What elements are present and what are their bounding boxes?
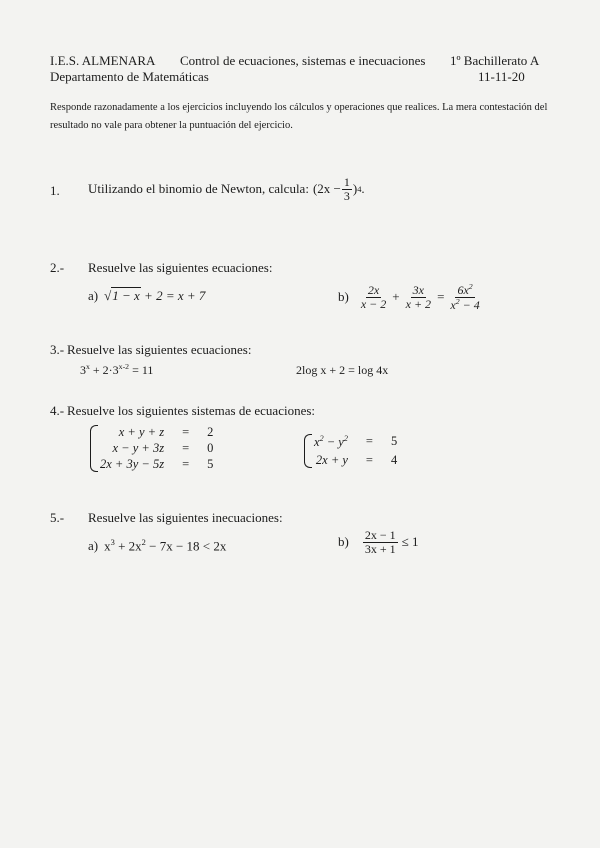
q3-a-mid: + 2·3 — [89, 363, 119, 377]
brace-icon — [90, 425, 98, 472]
q1-fraction — [342, 176, 352, 202]
q2-b-f3-num-exp: 2 — [468, 282, 473, 291]
q5-b-fraction — [363, 529, 398, 555]
q5-text: Resuelve las siguientes inecuaciones: — [88, 510, 283, 525]
q1-fraction-numerator: 1 — [343, 175, 350, 189]
sys2-row2-lhs: 2x + y — [315, 453, 348, 468]
q5-a-e2: 2 — [141, 537, 146, 547]
sys2-row1-mid: − y — [323, 435, 344, 450]
q5-a-p1: x — [104, 538, 111, 554]
sys2-row2-eq: = — [365, 453, 373, 468]
instructions-line-1: Responde razonadamente a los ejercicios incluyendo los cálculos y operaciones que realices. La mera contestación del — [50, 102, 548, 113]
q3-part-b: 2log x + 2 = log 4x — [296, 363, 389, 377]
q3-part-a — [80, 362, 153, 378]
q5-a-label: a) — [88, 537, 99, 553]
school-name: I.E.S. ALMENARA — [50, 53, 156, 68]
q3-number: 3.- — [50, 342, 65, 357]
q2-b-f1-denominator: x − 2 — [360, 296, 387, 311]
q2-b-f3-den-base: x — [450, 297, 456, 312]
q1-expr-end: ) — [352, 181, 358, 197]
q1-statement — [88, 176, 365, 202]
q4-number: 4.- — [50, 403, 65, 418]
q1-period: . — [361, 181, 365, 197]
q2-text: Resuelve las siguientes ecuaciones: — [88, 260, 273, 275]
q2-b-equals: = — [437, 289, 445, 305]
q5-b-label: b) — [338, 534, 349, 550]
q5-a-p3: − 7x − 18 < 2x — [145, 538, 227, 554]
q2-b-fraction-3 — [448, 283, 481, 311]
q5-a-e1: 3 — [110, 537, 115, 547]
q4-text: Resuelve los siguientes sistemas de ecuaciones: — [67, 403, 316, 418]
sys1-row3-eq: = — [182, 457, 190, 471]
q5-a-p2: + 2x — [114, 538, 142, 554]
q5-part-b — [338, 529, 419, 555]
q3-text: Resuelve las siguientes ecuaciones: — [67, 342, 252, 357]
sys1-row1-lhs: x + y + z — [118, 425, 165, 439]
sys2-row2-rhs: 4 — [390, 453, 398, 468]
q2-b-f3-denominator — [448, 298, 481, 312]
q2-part-a — [88, 288, 205, 304]
exam-title: Control de ecuaciones, sistemas e inecuaciones — [180, 53, 426, 68]
sys1-row3-lhs: 2x + 3y − 5z — [100, 457, 165, 471]
q2-b-fraction-1 — [359, 284, 388, 310]
q4-system-1 — [90, 425, 213, 472]
q1-exponent: 4 — [357, 184, 362, 195]
sys2-row1-lhs — [314, 434, 348, 450]
q4-system-1-grid — [100, 425, 213, 472]
q1-number: 1. — [50, 183, 60, 198]
sys2-row1-base: x — [314, 435, 320, 450]
sys2-row1-exp1: 2 — [319, 434, 324, 443]
q2-b-f3-num-base: 6x — [457, 283, 469, 297]
sqrt-symbol: √ — [104, 288, 112, 303]
sys1-row3-rhs: 5 — [207, 457, 214, 471]
q2-b-f1-numerator: 2x — [367, 283, 380, 297]
q5-b-relation: ≤ 1 — [401, 534, 419, 550]
q5-number: 5.- — [50, 510, 65, 525]
q1-expression — [313, 176, 365, 202]
q2-b-f3-numerator — [455, 283, 474, 298]
q1-expr-start: (2x − — [312, 181, 341, 197]
q2-b-f3-den-exp: 2 — [455, 296, 460, 306]
q2-a-equation — [104, 288, 205, 304]
q5-b-numerator: 2x − 1 — [364, 528, 396, 542]
q2-b-f2-denominator: x + 2 — [405, 296, 432, 311]
q2-b-f3-den-rest: − 4 — [459, 297, 480, 312]
q4-system-2 — [304, 434, 397, 468]
sys1-row2-eq: = — [182, 441, 190, 455]
sys2-row1-eq: = — [365, 434, 373, 448]
sys2-row1-exp2: 2 — [343, 434, 348, 443]
brace-icon — [304, 434, 312, 468]
sys2-row1-rhs: 5 — [390, 434, 398, 448]
q1-text: Utilizando el binomio de Newton, calcula: — [88, 181, 309, 197]
sys1-row2-rhs: 0 — [207, 441, 214, 455]
q2-a-label: a) — [88, 288, 99, 303]
q3-a-end: = 11 — [129, 363, 154, 377]
q2-a-rest: + 2 = x + 7 — [140, 288, 206, 303]
q3-a-exp1: x — [86, 362, 90, 371]
q2-b-fraction-2 — [404, 284, 433, 310]
q5-b-denominator: 3x + 1 — [364, 541, 396, 556]
q2-part-b — [338, 283, 482, 311]
sys1-row1-rhs: 2 — [207, 425, 214, 439]
department-name: Departamento de Matemáticas — [50, 69, 209, 84]
q1-fraction-denominator: 3 — [343, 188, 350, 203]
sys1-row1-eq: = — [182, 425, 190, 439]
exam-date: 11-11-20 — [478, 69, 525, 84]
sys1-row2-lhs: x − y + 3z — [112, 441, 165, 455]
class-group: 1º Bachillerato A — [450, 53, 540, 68]
q2-b-label: b) — [338, 289, 349, 305]
q3-a-exp2: x-2 — [118, 362, 130, 371]
q5-part-a — [88, 537, 226, 554]
q2-b-plus: + — [392, 289, 400, 305]
q2-number: 2.- — [50, 260, 65, 275]
q5-a-inequality — [104, 537, 226, 554]
q3-a-base: 3 — [80, 363, 86, 377]
q2-a-radicand: 1 − x — [112, 288, 140, 303]
instructions-line-2: resultado no vale para obtener la puntuación del ejercicio. — [50, 120, 293, 131]
q4-system-2-grid — [314, 434, 397, 468]
q2-b-f2-numerator: 3x — [412, 283, 424, 297]
